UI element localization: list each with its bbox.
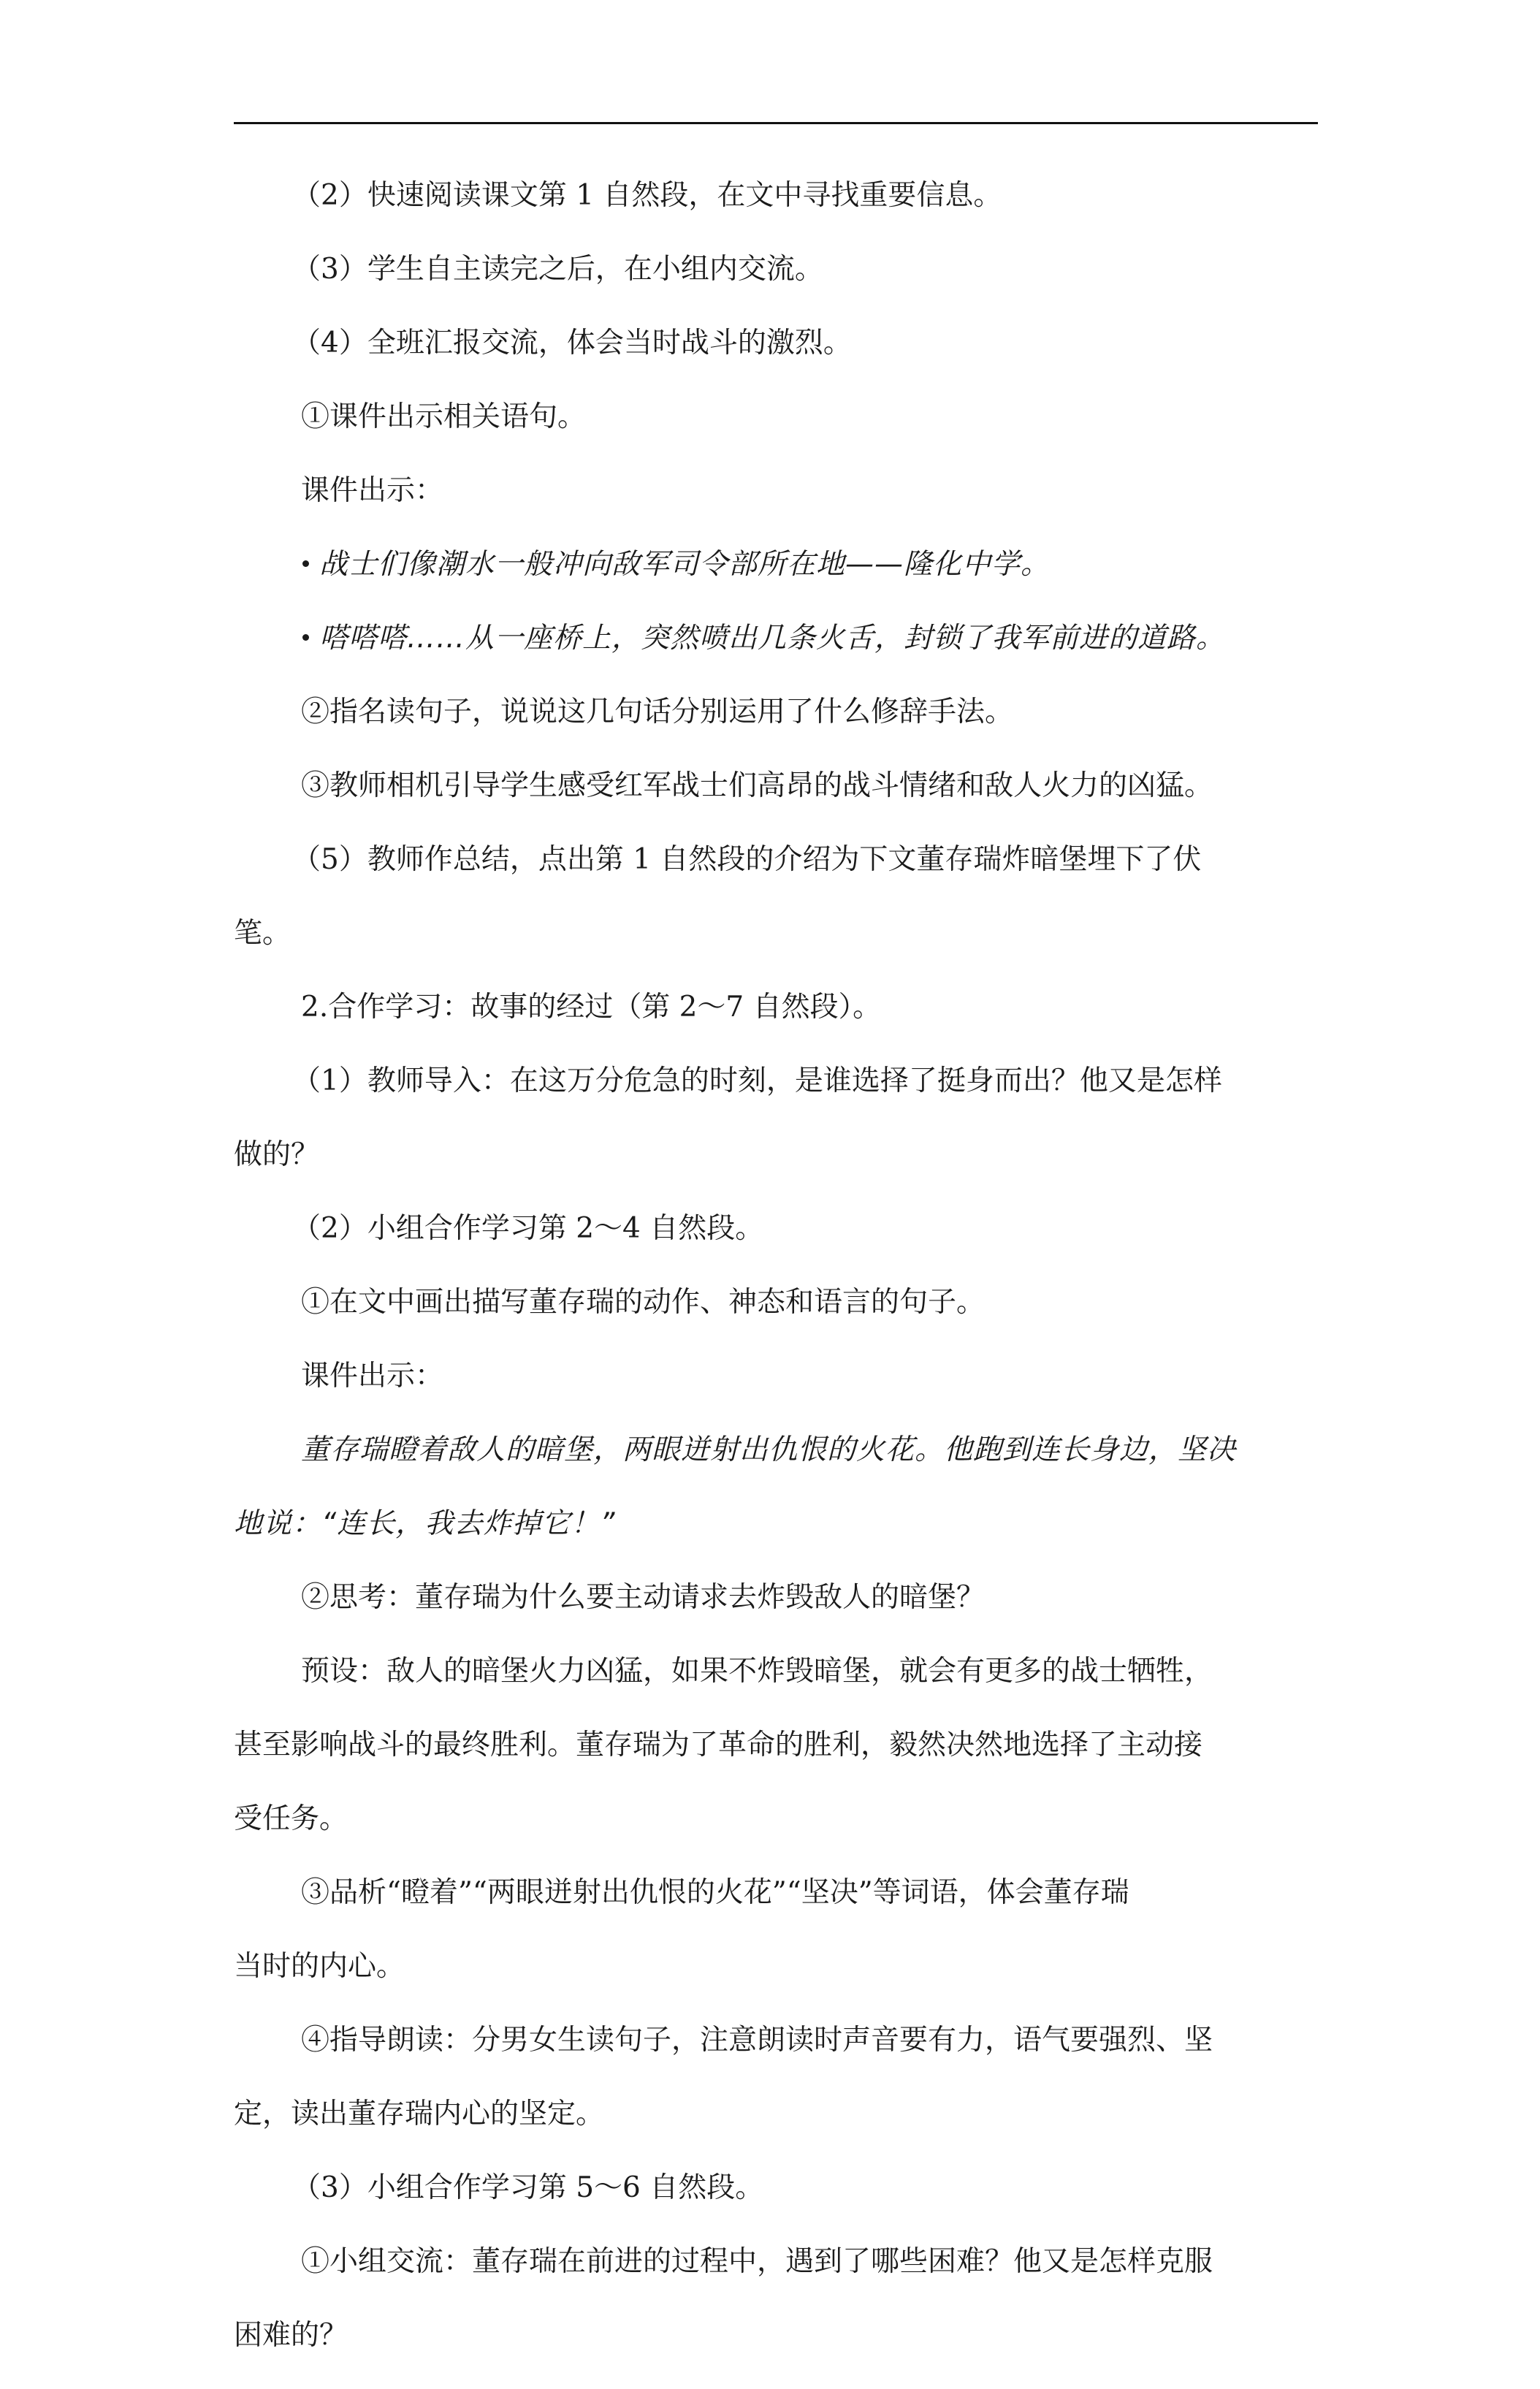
paragraph-group-study-5-6: （3）小组合作学习第 5～6 自然段。	[292, 2171, 764, 2204]
document-body	[234, 175, 1318, 2389]
paragraph-teacher-intro-line-1: （1）教师导入：在这万分危急的时刻，是谁选择了挺身而出？他又是怎样	[292, 1064, 1222, 1097]
paragraph-discuss-line-2: 困难的？	[234, 2319, 348, 2352]
bullet-quote-2-text: 嗒嗒嗒……从一座桥上，突然喷出几条火舌，封锁了我军前进的道路。	[319, 622, 1226, 655]
bullet-quote-2	[234, 618, 1318, 659]
paragraph-guide-line-2: 定，读出董存瑞内心的坚定。	[234, 2097, 605, 2130]
paragraph-guide-reading	[234, 2020, 1318, 2135]
bullet-dot-icon	[302, 560, 309, 567]
paragraph-step-2: （2）快速阅读课文第 1 自然段，在文中寻找重要信息。	[292, 179, 1002, 212]
bullet-dot-icon	[302, 634, 309, 641]
paragraph-step-4: （4）全班汇报交流，体会当时战斗的激烈。	[292, 327, 852, 359]
paragraph-preset	[234, 1651, 1318, 1840]
paragraph-analyze-line-1: ③品析“瞪着”“两眼迸射出仇恨的火花”“坚决”等词语，体会董存瑞	[301, 1876, 1129, 1909]
paragraph-courseware-label: 课件出示：	[301, 474, 444, 507]
paragraph-analyze-line-2: 当时的内心。	[234, 1950, 405, 1983]
bullet-quote-1	[234, 544, 1318, 585]
paragraph-guide-line-1: ④指导朗读：分男女生读句子，注意朗读时声音要有力，语气要强烈、坚	[301, 2024, 1213, 2057]
paragraph-group-discuss	[234, 2241, 1318, 2356]
paragraph-step-5-line-1: （5）教师作总结，点出第 1 自然段的介绍为下文董存瑞炸暗堡埋下了伏	[292, 843, 1202, 876]
paragraph-sub-3: ③教师相机引导学生感受红军战士们高昂的战斗情绪和敌人火力的凶猛。	[301, 769, 1213, 802]
header-rule	[234, 122, 1318, 124]
quote-dong-cunrui	[234, 1430, 1318, 1544]
paragraph-group-study-2-4: （2）小组合作学习第 2～4 自然段。	[292, 1212, 764, 1245]
paragraph-analyze-words	[234, 1872, 1318, 1987]
quote-line-1: 董存瑞瞪着敌人的暗堡，两眼迸射出仇恨的火花。他跑到连长身边，坚决	[301, 1433, 1237, 1466]
paragraph-courseware-label-2: 课件出示：	[301, 1360, 444, 1392]
bullet-quote-1-text: 战士们像潮水一般冲向敌军司令部所在地——隆化中学。	[319, 548, 1051, 581]
paragraph-think: ②思考：董存瑞为什么要主动请求去炸毁敌人的暗堡？	[301, 1581, 986, 1614]
paragraph-step-3: （3）学生自主读完之后，在小组内交流。	[292, 253, 823, 286]
paragraph-preset-line-1: 预设：敌人的暗堡火力凶猛，如果不炸毁暗堡，就会有更多的战士牺牲，	[301, 1655, 1213, 1688]
quote-line-2: 地说：“连长，我去炸掉它！”	[234, 1507, 616, 1540]
paragraph-teacher-intro	[234, 1061, 1318, 1176]
paragraph-step-5-line-2: 笔。	[234, 917, 291, 950]
paragraph-step-5	[234, 839, 1318, 954]
paragraph-sub-mark-sentences: ①在文中画出描写董存瑞的动作、神态和语言的句子。	[301, 1286, 986, 1319]
paragraph-teacher-intro-line-2: 做的？	[234, 1138, 320, 1171]
paragraph-sub-2: ②指名读句子，说说这几句话分别运用了什么修辞手法。	[301, 696, 1014, 728]
paragraph-sub-1: ①课件出示相关语句。	[301, 400, 587, 433]
paragraph-preset-line-3: 受任务。	[234, 1802, 348, 1835]
paragraph-section-2: 2.合作学习：故事的经过（第 2～7 自然段）。	[301, 991, 882, 1024]
paragraph-preset-line-2: 甚至影响战斗的最终胜利。董存瑞为了革命的胜利，毅然决然地选择了主动接	[234, 1729, 1203, 1761]
paragraph-discuss-line-1: ①小组交流：董存瑞在前进的过程中，遇到了哪些困难？他又是怎样克服	[301, 2245, 1213, 2278]
